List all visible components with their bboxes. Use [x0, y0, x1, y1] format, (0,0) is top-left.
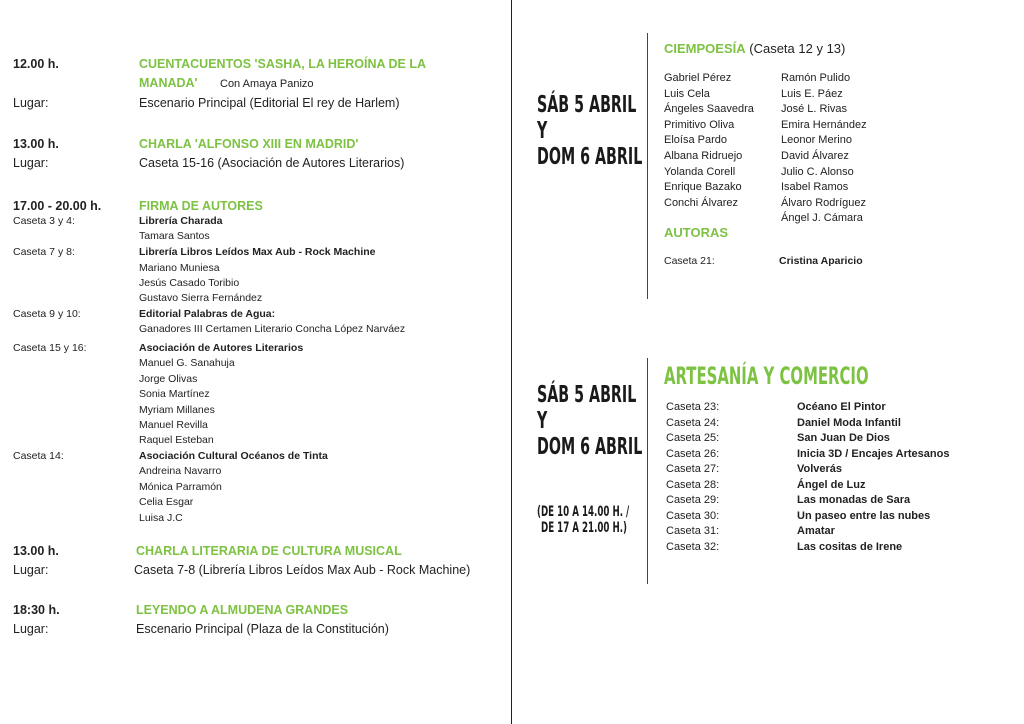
poet-name: José L. Rivas	[781, 103, 848, 116]
date-line: SÁB 5 ABRIL	[537, 382, 637, 408]
caseta-label: Caseta 14:	[13, 450, 64, 462]
caseta-label: Caseta 31:	[666, 525, 720, 537]
poet-name: Ángel J. Cámara	[781, 212, 863, 225]
poet-name: Leonor Merino	[781, 134, 852, 147]
event-time: 18:30 h.	[13, 603, 60, 617]
lugar-label: Lugar:	[13, 622, 49, 636]
vendor-name: Volverás	[797, 463, 843, 475]
vendor-name: Las cositas de Irene	[797, 540, 903, 553]
vendor-name: Daniel Moda Infantil	[797, 416, 901, 429]
lugar-value: Caseta 15-16 (Asociación de Autores Literarios)	[139, 156, 405, 170]
org-name: Librería Libros Leídos Max Aub - Rock Machine	[139, 246, 376, 258]
author-name: Raquel Esteban	[139, 434, 214, 446]
author-name: Manuel G. Sanahuja	[139, 357, 235, 369]
event-title: CHARLA 'ALFONSO XIII EN MADRID'	[139, 137, 359, 151]
autoras-title: AUTORAS	[664, 225, 729, 240]
author-name: Mariano Muniesa	[139, 262, 220, 274]
author-name: Tamara Santos	[139, 230, 210, 242]
event-title: CHARLA LITERARIA DE CULTURA MUSICAL	[136, 544, 402, 558]
caseta-label: Caseta 3 y 4:	[13, 215, 75, 227]
author-name: Myriam Millanes	[139, 404, 215, 416]
caseta-label: Caseta 9 y 10:	[13, 308, 81, 320]
vendor-name: Océano El Pintor	[797, 401, 886, 413]
page-fold-line	[511, 0, 512, 724]
author-name: Luisa J.C	[139, 512, 183, 524]
author-name: Jesús Casado Toribio	[139, 277, 240, 289]
artesania-casetas	[666, 400, 719, 555]
caseta-label: Caseta 24:	[666, 416, 720, 429]
poet-name: Eloísa Pardo	[664, 134, 727, 147]
author-name: Manuel Revilla	[139, 419, 208, 431]
poet-name: Luis Cela	[664, 87, 710, 100]
caseta-label: Caseta 27:	[666, 463, 720, 475]
caseta-label: Caseta 29:	[666, 494, 720, 506]
event-time: 13.00 h.	[13, 544, 59, 558]
caseta-label: Caseta 28:	[666, 478, 720, 491]
org-name: Editorial Palabras de Agua:	[139, 308, 276, 320]
lugar-value: Caseta 7-8 (Librería Libros Leídos Max Aub - Rock Machine)	[134, 563, 471, 577]
event-title-cont: MANADA'	[139, 76, 198, 90]
lugar-label: Lugar:	[13, 563, 49, 577]
vendor-name: San Juan De Dios	[797, 432, 890, 444]
poet-name: Emira Hernández	[781, 118, 867, 131]
caseta-label: Caseta 30:	[666, 509, 720, 522]
date-line: Y	[537, 118, 548, 144]
poet-name: Álvaro Rodríguez	[781, 196, 866, 209]
ciempoesia-sub: (Caseta 12 y 13)	[749, 41, 846, 56]
author-name: Jorge Olivas	[139, 373, 198, 385]
event-title: CUENTACUENTOS 'SASHA, LA HEROÍNA DE LA	[139, 57, 427, 71]
org-name: Librería Charada	[139, 215, 223, 227]
event-title: LEYENDO A ALMUDENA GRANDES	[136, 603, 349, 617]
author-name: Mónica Parramón	[139, 481, 222, 493]
vendor-name: Ángel de Luz	[797, 478, 866, 491]
vendor-name: Amatar	[797, 525, 835, 537]
vendor-name: Las monadas de Sara	[797, 494, 911, 506]
poet-name: David Álvarez	[781, 149, 849, 162]
hours-line: DE 17 A 21.00 H.)	[541, 520, 628, 536]
poets-column-1	[664, 71, 754, 211]
poet-name: Ramón Pulido	[781, 72, 851, 84]
author-name: Celia Esgar	[139, 496, 194, 508]
caseta-label: Caseta 7 y 8:	[13, 246, 75, 258]
caseta-label: Caseta 26:	[666, 447, 720, 460]
author-name: Cristina Aparicio	[779, 255, 863, 267]
poet-name: Luis E. Páez	[781, 87, 843, 100]
divider-line	[647, 33, 648, 299]
event-with: Con Amaya Panizo	[220, 78, 314, 90]
lugar-value: Escenario Principal (Editorial El rey de Harlem)	[139, 96, 400, 110]
caseta-label: Caseta 23:	[666, 401, 720, 413]
poet-name: Julio C. Alonso	[781, 165, 854, 178]
artesania-title: ARTESANÍA Y COMERCIO	[664, 362, 869, 390]
poet-name: Gabriel Pérez	[664, 72, 732, 84]
divider-line	[647, 358, 648, 584]
org-name: Asociación Cultural Océanos de Tinta	[139, 450, 328, 462]
date-line: SÁB 5 ABRIL	[537, 92, 637, 118]
author-name: Sonia Martínez	[139, 388, 210, 400]
event-time: 12.00 h.	[13, 57, 59, 71]
ciempoesia-title: CIEMPOESÍA	[664, 41, 746, 56]
poet-name: Isabel Ramos	[781, 181, 849, 194]
author-name: Ganadores III Certamen Literario Concha López Narváez	[139, 323, 406, 335]
poets-column-2	[781, 71, 867, 227]
lugar-label: Lugar:	[13, 156, 49, 170]
event-title: FIRMA DE AUTORES	[139, 199, 263, 213]
caseta-label: Caseta 21:	[664, 255, 715, 267]
artesania-names	[797, 400, 949, 555]
event-time: 17.00 - 20.00 h.	[13, 199, 102, 213]
author-name: Andreina Navarro	[139, 465, 222, 477]
date-line: DOM 6 ABRIL	[537, 434, 643, 460]
hours-line: (DE 10 A 14.00 H. /	[537, 504, 630, 520]
author-name: Gustavo Sierra Fernández	[139, 292, 263, 304]
vendor-name: Inicia 3D / Encajes Artesanos	[797, 447, 950, 460]
ciempoesia-heading	[664, 41, 845, 56]
lugar-value: Escenario Principal (Plaza de la Constitución)	[136, 622, 389, 636]
date-line: Y	[537, 408, 548, 434]
poet-name: Yolanda Corell	[664, 165, 736, 178]
date-line: DOM 6 ABRIL	[537, 144, 643, 170]
poet-name: Conchi Álvarez	[664, 196, 738, 209]
poet-name: Ángeles Saavedra	[664, 103, 754, 116]
caseta-label: Caseta 32:	[666, 540, 720, 553]
poet-name: Enrique Bazako	[664, 181, 742, 194]
poet-name: Albana Ridruejo	[664, 149, 743, 162]
vendor-name: Un paseo entre las nubes	[797, 509, 931, 522]
caseta-label: Caseta 25:	[666, 432, 720, 444]
caseta-label: Caseta 15 y 16:	[13, 342, 87, 354]
lugar-label: Lugar:	[13, 96, 49, 110]
org-name: Asociación de Autores Literarios	[139, 342, 304, 354]
event-time: 13.00 h.	[13, 137, 59, 151]
poet-name: Primitivo Oliva	[664, 118, 735, 131]
